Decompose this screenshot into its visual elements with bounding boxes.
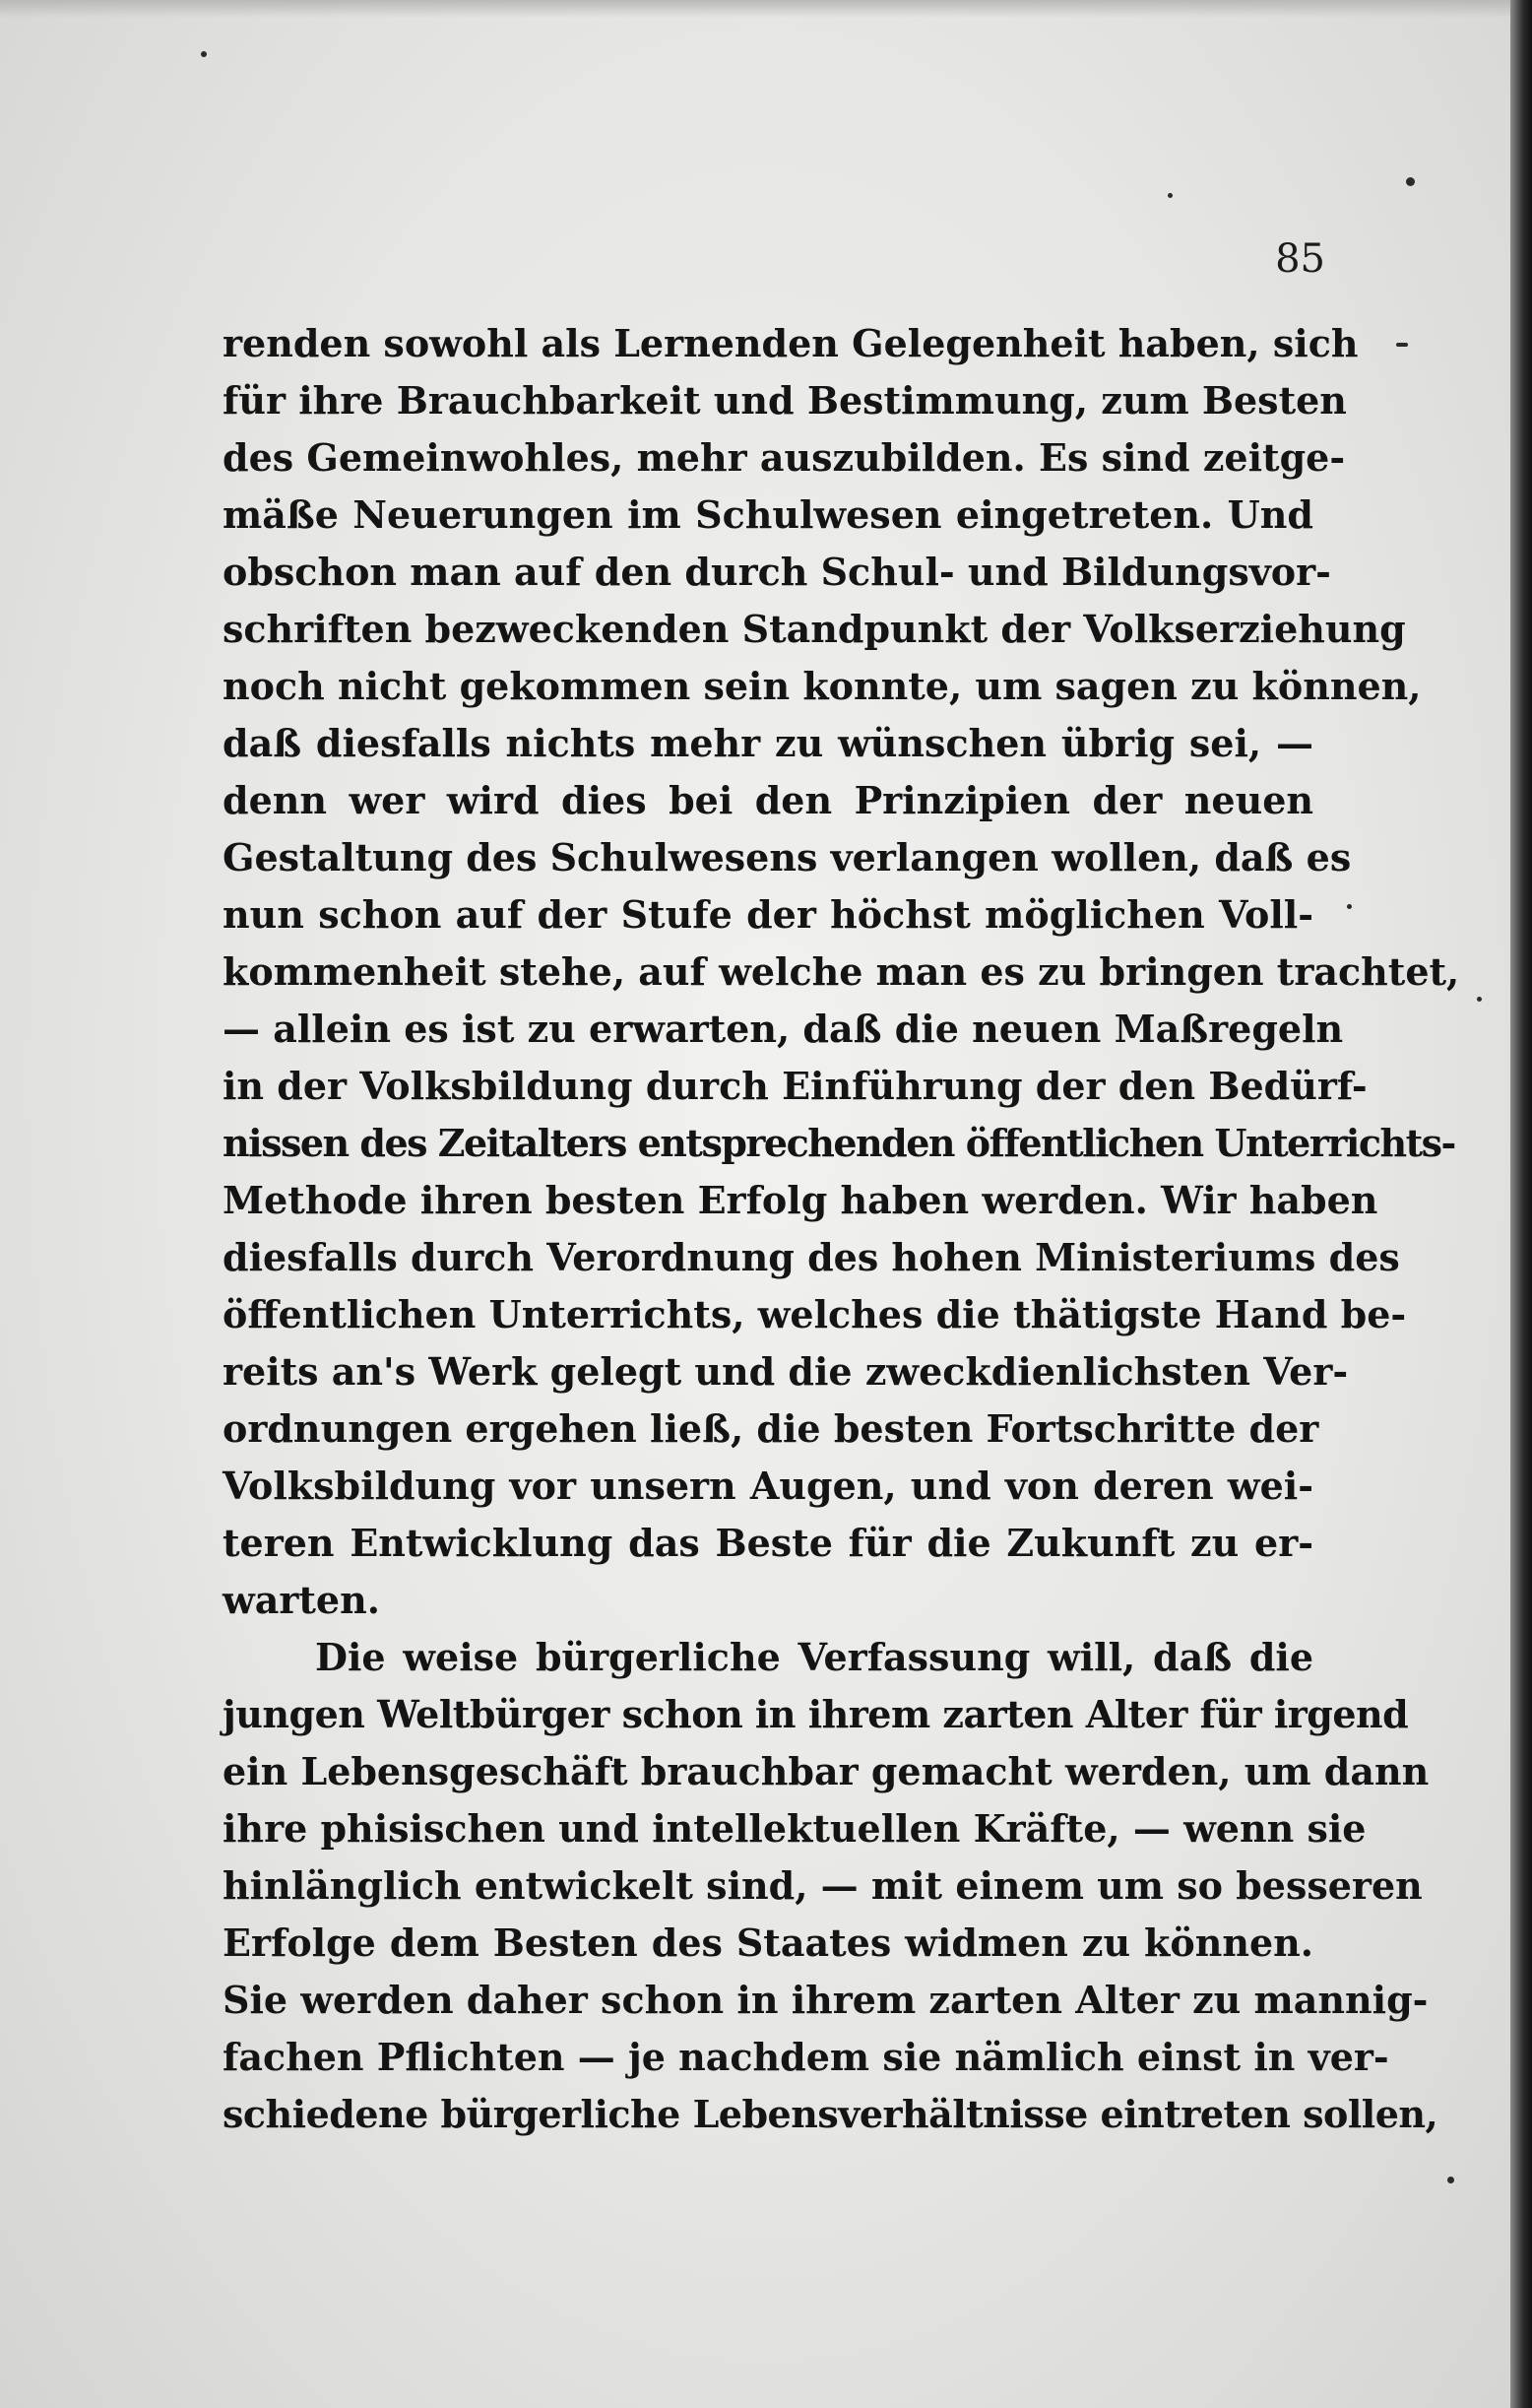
text-line: schriften bezweckenden Standpunkt der Volkserziehung	[223, 607, 1406, 651]
text-line: nun schon auf der Stufe der höchst möglichen Voll-	[223, 892, 1313, 937]
paragraph-2	[223, 1629, 1438, 2143]
text-line: Gestaltung des Schulwesens verlangen wollen, daß es	[223, 835, 1352, 879]
text-line: schiedene bürgerliche Lebensverhältnisse eintreten sollen,	[223, 2092, 1438, 2136]
scan-speck	[1447, 2177, 1454, 2183]
scan-speck	[1477, 997, 1482, 1002]
text-line: noch nicht gekommen sein konnte, um sagen zu können,	[223, 664, 1422, 708]
text-line: kommenheit stehe, auf welche man es zu bringen trachtet,	[223, 949, 1460, 994]
text-line: Methode ihren besten Erfolg haben werden. Wir haben	[223, 1178, 1378, 1222]
text-line: ein Lebensgeschäft brauchbar gemacht werden, um dann	[223, 1749, 1430, 1793]
text-line: nissen des Zeitalters entsprechenden öffentlichen Unterrichts-	[223, 1121, 1455, 1165]
scan-speck	[1347, 904, 1352, 909]
text-line: Die weise bürgerliche Verfassung will, daß die	[315, 1635, 1313, 1679]
text-line: warten.	[223, 1578, 380, 1622]
scan-edge-right	[1510, 0, 1532, 2408]
text-line: ihre phisischen und intellektuellen Kräfte, — wenn sie	[223, 1806, 1367, 1851]
text-line: denn wer wird dies bei den Prinzipien der neuen	[223, 778, 1313, 822]
text-line: des Gemeinwohles, mehr auszubilden. Es sind zeitge-	[223, 435, 1346, 480]
text-line: in der Volksbildung durch Einführung der den Bedürf-	[223, 1064, 1368, 1108]
scan-speck	[201, 51, 207, 57]
text-line: reits an's Werk gelegt und die zweckdienlichsten Ver-	[223, 1349, 1349, 1394]
text-line: — allein es ist zu erwarten, daß die neuen Maßregeln	[223, 1007, 1344, 1051]
page-number: 85	[1275, 236, 1325, 282]
text-line: renden sowohl als Lernenden Gelegenheit haben, sich	[223, 321, 1359, 365]
text-line: jungen Weltbürger schon in ihrem zarten Alter für irgend	[223, 1692, 1409, 1736]
text-line: öffentlichen Unterrichts, welches die thätigste Hand be-	[223, 1292, 1407, 1336]
text-line: teren Entwicklung das Beste für die Zukunft zu er-	[223, 1521, 1313, 1565]
text-line: daß diesfalls nichts mehr zu wünschen übrig sei, —	[223, 721, 1313, 765]
scan-speck	[1396, 343, 1408, 347]
text-line: hinlänglich entwickelt sind, — mit einem um so besseren	[223, 1863, 1423, 1908]
text-line: Sie werden daher schon in ihrem zarten Alter zu mannig-	[223, 1978, 1429, 2022]
text-line: mäße Neuerungen im Schulwesen eingetreten. Und	[223, 492, 1313, 537]
text-line: Volksbildung vor unsern Augen, und von deren wei-	[223, 1464, 1313, 1508]
text-line: ordnungen ergehen ließ, die besten Fortschritte der	[223, 1406, 1319, 1451]
body-text	[223, 315, 1460, 2143]
scan-speck	[1168, 193, 1173, 198]
text-line: diesfalls durch Verordnung des hohen Ministeriums des	[223, 1235, 1400, 1279]
paragraph-1	[223, 315, 1460, 1629]
text-line: für ihre Brauchbarkeit und Bestimmung, zum Besten	[223, 378, 1347, 423]
scan-shadow-top	[0, 0, 1532, 18]
text-line: obschon man auf den durch Schul- und Bildungsvor-	[223, 550, 1331, 594]
text-line: fachen Pflichten — je nachdem sie nämlich einst in ver-	[223, 2035, 1389, 2079]
text-line: Erfolge dem Besten des Staates widmen zu können.	[223, 1920, 1313, 1965]
scan-speck	[1406, 177, 1415, 186]
